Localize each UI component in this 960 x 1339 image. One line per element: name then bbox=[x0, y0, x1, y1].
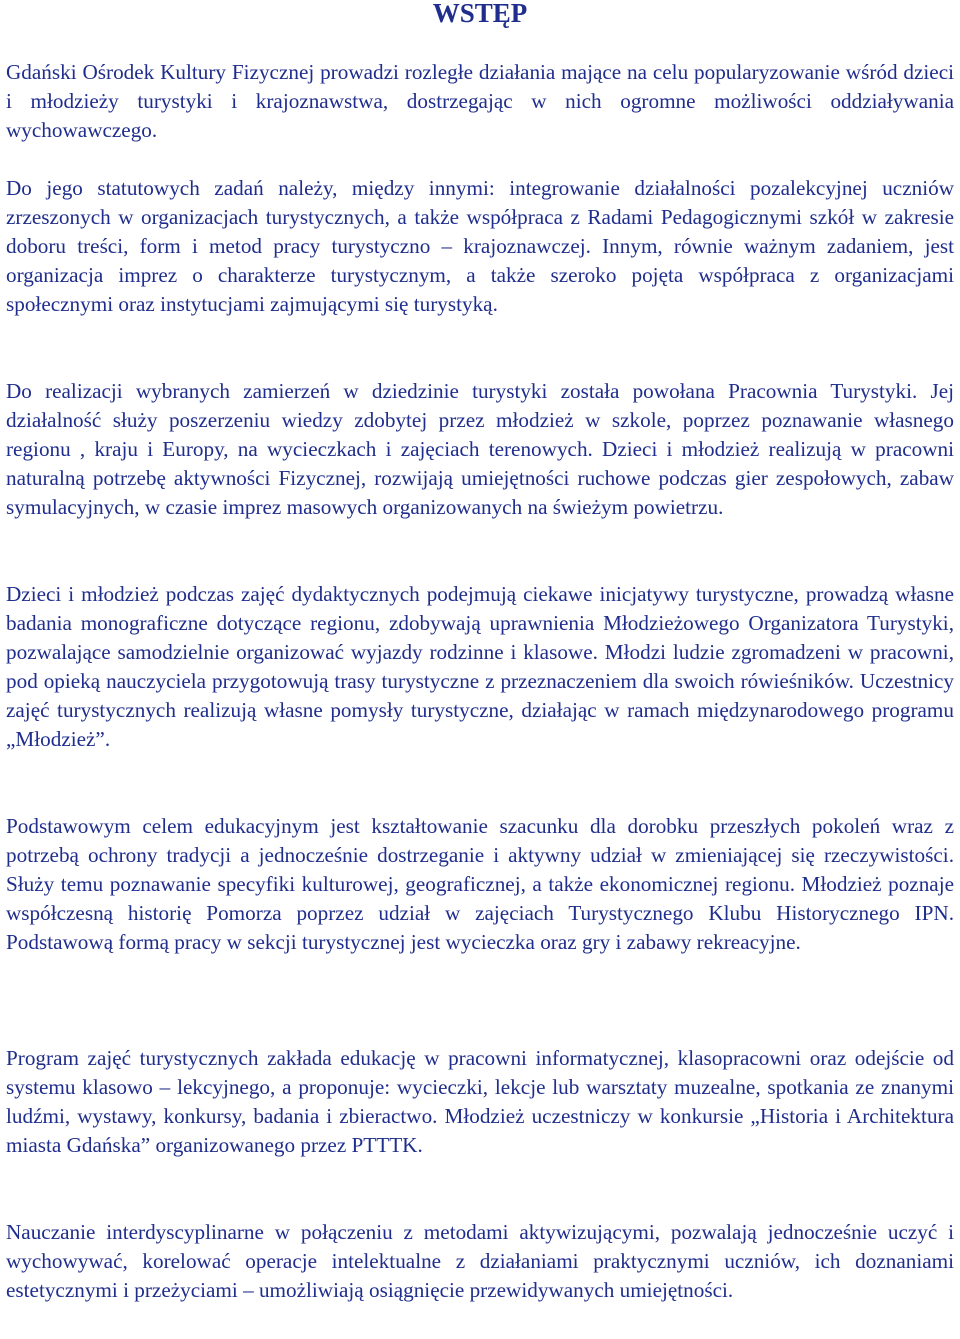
paragraph-program: Program zajęć turystycznych zakłada edukację w pracowni informatycznej, klasopracowni oraz odejście od systemu klasowo – lekcyjnego, a proponuje: wycieczki, lekcje lub warsztaty muzealne, spotkania ze znanymi ludźmi, wystawy, konkursy, badania i zbieractwo. Młodzież uczestniczy w konkursie „Historia i Architektura miasta Gdańska” organizowanego przez PTTTK. bbox=[6, 1046, 954, 1157]
paragraph-educational-goal: Podstawowym celem edukacyjnym jest kształtowanie szacunku dla dorobku przeszłych pokoleń wraz z potrzebą ochrony tradycji a jednocześnie dostrzeganie i aktywny udział w zmieniającej się rzeczywistości. Służy temu poznawanie specyfiki kulturowej, geograficznej, a także ekonomicznej regionu. Młodzież poznaje współczesną historię Pomorza poprzez udział w zajęciach Turystycznego Klubu Historycznego IPN. Podstawową formą pracy w sekcji turystycznej jest wycieczka oraz gry i zabawy rekreacyjne. bbox=[6, 814, 954, 954]
paragraph-tourism-workshop: Do realizacji wybranych zamierzeń w dziedzinie turystyki została powołana Pracownia Turystyki. Jej działalność służy poszerzeniu wiedzy zdobytej przez młodzież w szkole, poprzez poznawanie własnego regionu , kraju i Europy, na wycieczkach i zajęciach terenowych. Dzieci i młodzież realizują w pracowni naturalną potrzebę aktywności Fizycznej, rozwijają umiejętności ruchowe podczas gier zespołowych, zabaw symulacyjnych, w czasie imprez masowych organizowanych na świeżym powietrzu. bbox=[6, 379, 954, 519]
page-title: WSTĘP bbox=[432, 0, 528, 28]
paragraph-intro: Gdański Ośrodek Kultury Fizycznej prowadzi rozległe działania mające na celu popularyzowanie wśród dzieci i młodzieży turystyki i krajoznawstwa, dostrzegając w nich ogromne możliwości oddziaływania wychowawczego. bbox=[6, 60, 954, 142]
paragraph-youth-initiatives: Dzieci i młodzież podczas zajęć dydaktycznych podejmują ciekawe inicjatywy turystyczne, prowadzą własne badania monograficzne dotyczące regionu, zdobywają uprawnienia Młodzieżowego Organizatora Turystyki, pozwalające samodzielnie organizować wyjazdy rodzinne i klasowe. Młodzi ludzie zgromadzeni w pracowni, pod opieką nauczyciela przygotowują trasy turystyczne z przeznaczeniem dla swoich rówieśników. Uczestnicy zajęć turystycznych realizują własne pomysły turystyczne, działając w ramach międzynarodowego programu „Młodzież”. bbox=[6, 582, 954, 751]
paragraph-interdisciplinary: Nauczanie interdyscyplinarne w połączeniu z metodami aktywizującymi, pozwalają jednocześnie uczyć i wychowywać, korelować operacje intelektualne z działaniami praktycznymi uczniów, ich doznaniami estetycznymi i przeżyciami – umożliwiają osiągnięcie przewidywanych umiejętności. bbox=[6, 1220, 954, 1302]
paragraph-statutory-tasks: Do jego statutowych zadań należy, między innymi: integrowanie działalności pozalekcyjnej uczniów zrzeszonych w organizacjach turystycznych, a także współpraca z Radami Pedagogicznymi szkół w zakresie doboru treści, form i metod pracy turystyczno – krajoznawczej. Innym, równie ważnym zadaniem, jest organizacja imprez o charakterze turystycznym, a także szeroko pojęta współpraca z organizacjami społecznymi oraz instytucjami zajmującymi się turystyką. bbox=[6, 176, 954, 316]
title-wrapper bbox=[0, 0, 960, 28]
